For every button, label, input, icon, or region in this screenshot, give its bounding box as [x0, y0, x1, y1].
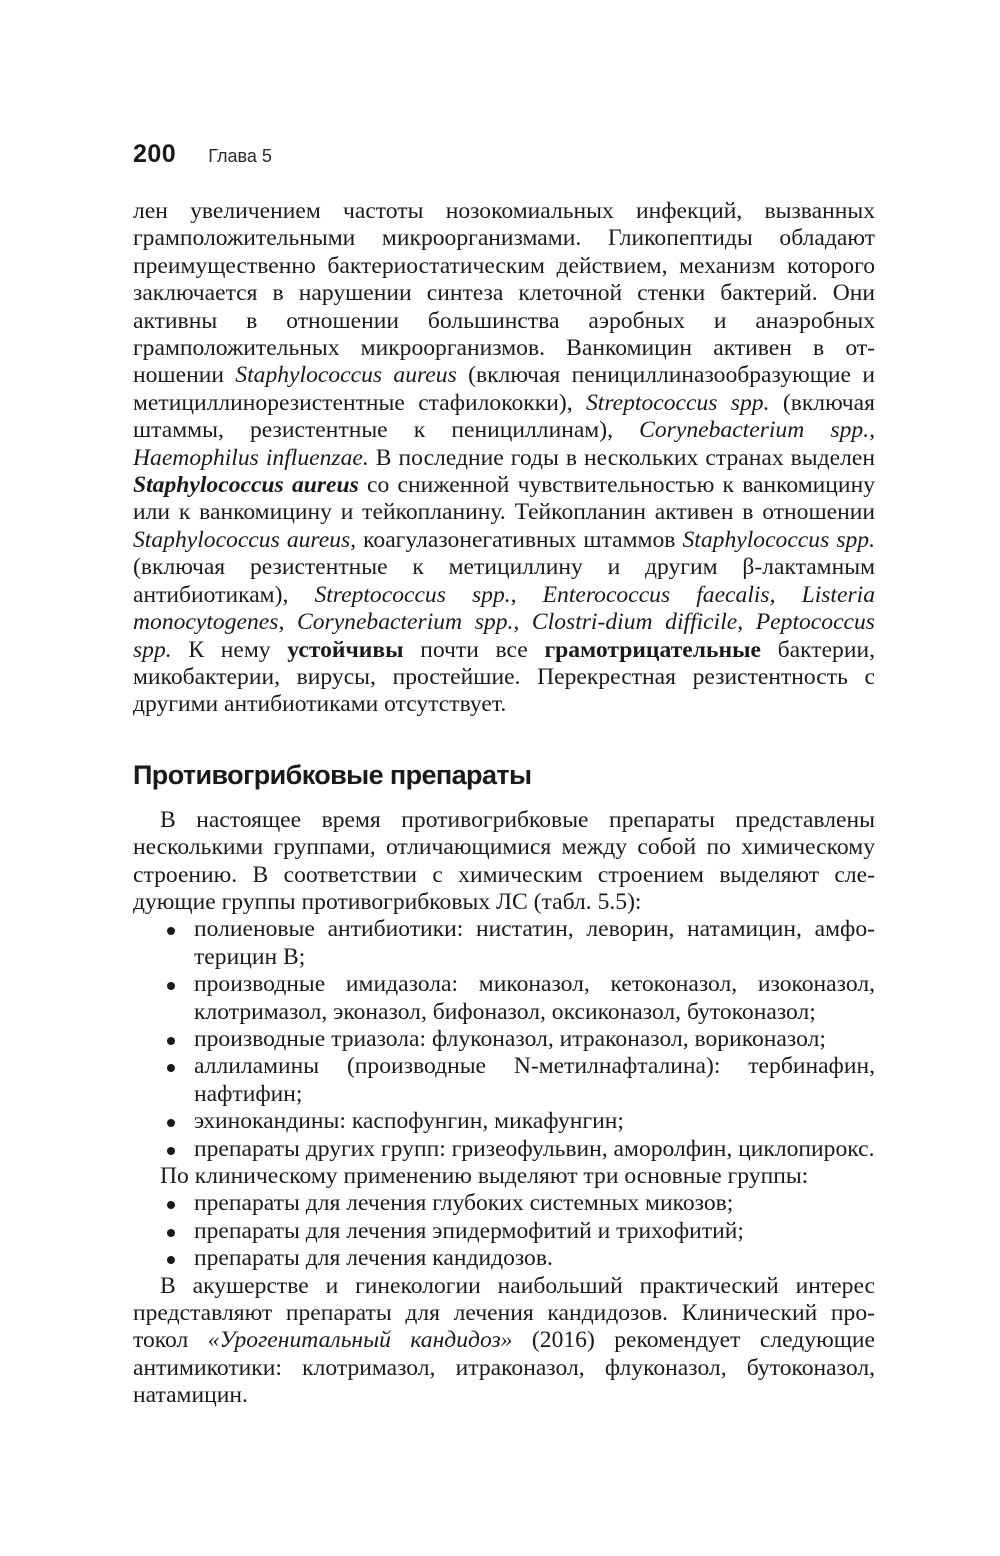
text-run: лен увеличением частоты нозокомиальных инфекций, вызванных грамположительными микроорганизмами. Гликопептиды обладают преимущественно бактериостатическим действием, механизм которого заключается в нарушении синтеза клеточной стенки бактерий. Они активны в отношении большинства аэробных и анаэробных грамположительных микроорганизмов. Ванкомицин активен в отношении	[133, 198, 875, 389]
species-name: Staphylococcus aureus	[235, 362, 457, 389]
bullet-icon	[167, 1147, 175, 1155]
list-item	[133, 971, 875, 1026]
text-run: К нему	[171, 636, 288, 663]
bullet-icon	[167, 1119, 175, 1127]
list-item-text: производные триазола: флуконазол, итраконазол, вориконазол;	[194, 1025, 826, 1052]
list-item	[133, 1053, 875, 1108]
intro-paragraph	[133, 198, 875, 719]
list-item-text: препараты для лечения глубоких системных микозов;	[194, 1190, 734, 1217]
list-item-text: препараты для лечения эпидермофитий и трихофитий;	[194, 1217, 744, 1244]
list-item	[133, 1108, 875, 1135]
bullet-icon	[167, 1256, 175, 1264]
species-name: Staphylococcus aureus,	[133, 526, 357, 553]
bullet-icon	[167, 1201, 175, 1209]
section-paragraph-2: По клиническому применению выделяют три основные группы:	[160, 1163, 809, 1189]
list-item	[133, 1136, 875, 1163]
section-title: Противогрибковые препараты	[133, 759, 532, 790]
emphasis: устойчивы	[287, 636, 404, 663]
list-item-text: аллиламины (производные N-метилнафталина): тербинафин, нафтифин;	[194, 1053, 875, 1107]
text-run: бактерии, микобактерии, вирусы, простейшие. Перекрестная резистентность с другими антибиотиками отсутствует.	[133, 636, 876, 718]
list-item-text: эхинокандины: каспофунгин, микафунгин;	[194, 1108, 624, 1135]
list-item-text: полиеновые антибиотики: нистатин, леворин, натамицин, амфотерицин В;	[194, 916, 875, 970]
text-run: почти все	[403, 636, 545, 663]
page-number: 200	[133, 140, 177, 168]
antifungal-groups-list	[133, 916, 875, 1163]
species-name: Streptococcus spp.	[585, 389, 770, 416]
text-run: коагулазонегативных штаммов	[356, 526, 683, 553]
bullet-icon	[167, 1229, 175, 1237]
bullet-icon	[167, 1064, 175, 1072]
text-run: В последние годы в нескольких странах выделен	[368, 444, 875, 471]
species-name-emphasis: Staphylococcus aureus	[133, 472, 359, 499]
protocol-title: «Урогенитальный кандидоз»	[207, 1327, 513, 1354]
text-run: В акушерстве и гинекологии наибольший практический интерес представляют препараты для лечения кандидозов. Клинический протокол	[133, 1272, 875, 1354]
list-item	[133, 1190, 875, 1217]
clinical-groups-list	[133, 1190, 875, 1272]
text-run: (включая штаммы, резистентные к пенициллинам),	[133, 389, 875, 444]
species-name: Staphylococcus spp.	[682, 526, 875, 553]
list-item	[133, 916, 875, 971]
list-item	[133, 1245, 875, 1272]
text-run: (2016) рекомендует следующие антимикотики: клотримазол, итраконазол, флуконазол, бутоконазол, натамицин.	[133, 1327, 875, 1409]
bullet-icon	[167, 927, 175, 935]
chapter-label: Глава 5	[208, 146, 272, 166]
list-item-text: препараты для лечения кандидозов.	[194, 1245, 553, 1272]
list-item	[133, 1026, 875, 1053]
page	[133, 140, 875, 1410]
text-run: (включая резистентные к метициллину и другим β-лактамным антибиотикам),	[133, 554, 875, 608]
bullet-icon	[167, 982, 175, 990]
section-paragraph-1: В настоящее время противогрибковые препараты представлены несколькими группами, отличающимися между собой по химическому строению. В соответствии с химическим строением выделяют следующие группы противогрибковых ЛС (табл. 5.5):	[133, 806, 875, 915]
list-item	[133, 1218, 875, 1245]
list-item-text: препараты других групп: гризеофульвин, аморолфин, циклопирокс.	[194, 1135, 875, 1162]
emphasis: грамотрицательные	[544, 636, 761, 663]
bullet-icon	[167, 1037, 175, 1045]
section-paragraph-3	[133, 1273, 875, 1410]
species-name: Corynebacterium spp., Haemophilus influenzae.	[133, 417, 875, 471]
text-run: (включая пенициллиназообразующие и метициллинорезистентные стафилококки),	[133, 362, 875, 416]
running-head	[133, 140, 875, 170]
text-run: со сниженной чувствительностью к ванкомицину или к ванкомицину и тейкопланину. Тейкопланин активен в отношении	[133, 472, 875, 526]
list-item-text: производные имидазола: миконазол, кетоконазол, изоконазол, клотримазол, эконазол, бифоназол, оксиконазол, бутоконазол;	[194, 971, 875, 1025]
species-list: Streptococcus spp., Enterococcus faecalis, Listeria monocytogenes, Corynebacterium spp., Clostri-dium difficile, Peptococcus spp.	[133, 581, 875, 663]
